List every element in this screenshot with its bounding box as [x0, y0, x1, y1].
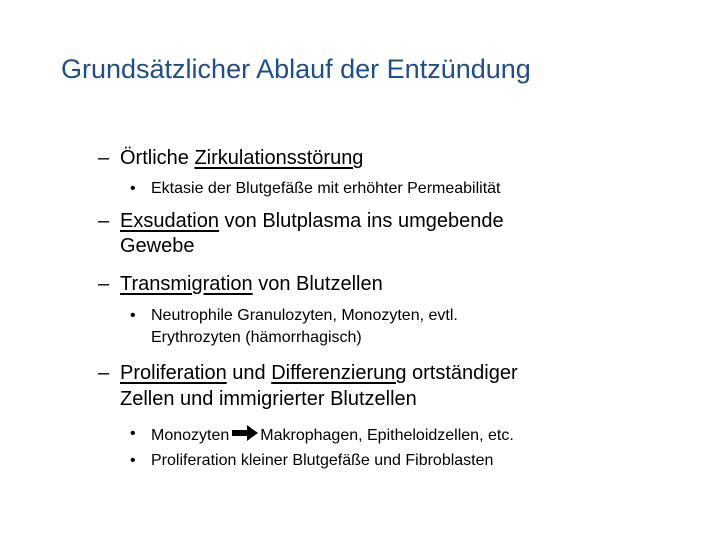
- underlined-term: Proliferation: [120, 362, 227, 384]
- dash-marker: –: [98, 362, 110, 384]
- bullet-text: [120, 209, 504, 234]
- subbullet-pre: Monozyten: [151, 427, 230, 444]
- bullet-prefix: Örtliche: [120, 147, 195, 169]
- subbullet-post: Makrophagen, Epitheloidzellen, etc.: [260, 427, 514, 444]
- underlined-term: Transmigration: [120, 273, 253, 295]
- bullet-text: [120, 146, 363, 171]
- dot-marker: •: [130, 452, 136, 469]
- bullet-rest: von Blutplasma ins umgebende: [218, 210, 504, 232]
- subbullet-text: Ektasie der Blutgefäße mit erhöhter Permeabilität: [151, 180, 501, 197]
- bullet-rest: ortständiger: [406, 362, 518, 384]
- dash-marker: –: [98, 147, 110, 169]
- underlined-term: Zirkulationsstörung: [194, 147, 364, 169]
- bullet-text-line2: Zellen und immigrierter Blutzellen: [120, 388, 417, 410]
- subbullet-text-line2: Erythrozyten (hämorrhagisch): [151, 329, 362, 346]
- subbullet-text: [151, 424, 514, 448]
- underlined-term: Exsudation: [120, 210, 219, 232]
- bullet-text: [120, 272, 383, 297]
- subbullet-text: Neutrophile Granulozyten, Monozyten, evtl.: [151, 307, 458, 324]
- dot-marker: •: [130, 307, 136, 324]
- dot-marker: •: [130, 180, 136, 197]
- right-arrow-icon: [231, 424, 259, 448]
- slide-title: Grundsätzlicher Ablauf der Entzündung: [61, 54, 531, 84]
- dash-marker: –: [98, 210, 110, 232]
- dash-marker: –: [98, 273, 110, 295]
- dot-marker: •: [130, 425, 136, 442]
- bullet-connector: und: [226, 362, 272, 384]
- bullet-text: [120, 361, 518, 386]
- subbullet-text: Proliferation kleiner Blutgefäße und Fibroblasten: [151, 452, 494, 469]
- bullet-text-line2: Gewebe: [120, 235, 195, 257]
- bullet-rest: von Blutzellen: [252, 273, 383, 295]
- underlined-term: Differenzierung: [271, 362, 407, 384]
